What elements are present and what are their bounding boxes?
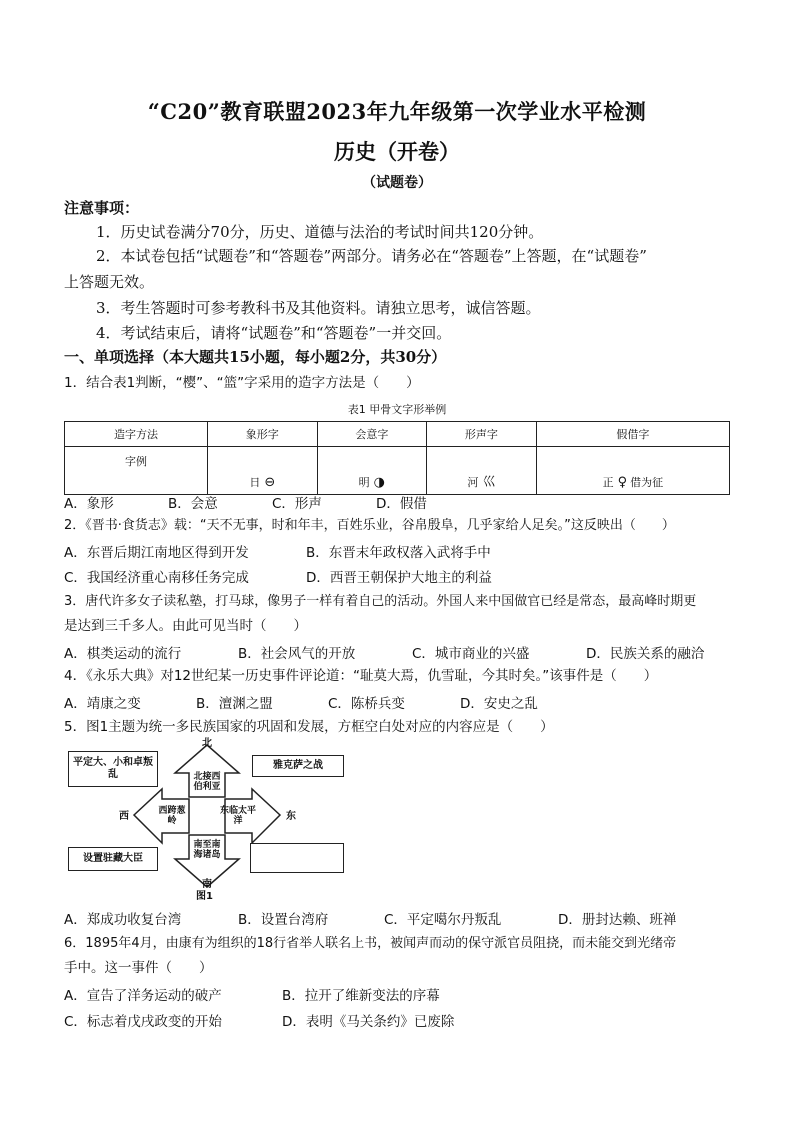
- box-northeast: 雅克萨之战: [252, 755, 344, 777]
- example-char: 明: [358, 476, 370, 489]
- arrow-east-text: 东临太平洋: [220, 806, 257, 826]
- note-item-2-cont: 上答题无效。: [64, 273, 155, 291]
- box-northwest: 平定大、小和卓叛乱: [68, 751, 158, 787]
- table1-caption: 表1 甲骨文字形举例: [347, 403, 447, 416]
- q5-stem: 5．图1主题为统一多民族国家的巩固和发展，方框空白处对应的内容应是（ ）: [64, 719, 554, 735]
- table1-cell: [317, 447, 427, 495]
- note-item-2: 2．本试卷包括“试题卷”和“答题卷”两部分。请务必在“答题卷”上答题，在“试题卷”: [96, 247, 647, 265]
- box-southeast-blank: [250, 843, 344, 873]
- q2-stem: 2．《晋书·食货志》载：“天不无事，时和年丰，百姓乐业，谷帛殷阜，几乎家给人足矣。”这反映出（ ）: [64, 518, 675, 533]
- q3-option-b: B．社会风气的开放: [238, 646, 356, 662]
- table1-row-label: 字例: [65, 447, 208, 495]
- q1-option-b: B．会意: [168, 496, 218, 512]
- figure1-diagram: [64, 737, 354, 902]
- q2-option-a: A．东晋后期江南地区得到开发: [64, 545, 249, 561]
- q4-option-b: B．澶渊之盟: [196, 696, 273, 712]
- q1-option-a: A．象形: [64, 496, 114, 512]
- q4-option-c: C．陈桥兵变: [328, 696, 405, 712]
- section-heading: 一、单项选择（本大题共15小题，每小题2分，共30分）: [64, 348, 447, 366]
- q4-option-a: A．靖康之变: [64, 696, 141, 712]
- q5-option-c: C．平定噶尔丹叛乱: [384, 912, 502, 928]
- figure1-caption: 图1: [196, 891, 213, 902]
- q6-stem-line2: 手中。这一事件（ ）: [64, 960, 213, 976]
- q6-option-b: B．拉开了维新变法的序幕: [282, 988, 440, 1004]
- q6-option-c: C．标志着戊戌政变的开始: [64, 1014, 222, 1030]
- example-char: 河: [467, 476, 479, 489]
- q6-stem-line1: 6．1895年4月，由康有为组织的18行省举人联名上书，被闻声而动的保守派官员阻挠，而未能交到光绪帝: [64, 936, 677, 951]
- q4-option-d: D．安史之乱: [460, 696, 538, 712]
- oracle-glyph-zheng: ♀: [617, 475, 628, 490]
- label-west: 西: [119, 811, 129, 822]
- oracle-glyph-bright: ◑: [373, 475, 385, 490]
- q2-option-b: B．东晋末年政权落入武将手中: [306, 545, 491, 561]
- label-east: 东: [286, 811, 296, 822]
- q1-option-d: D．假借: [376, 496, 427, 512]
- table1-header: 假借字: [536, 422, 729, 447]
- label-south: 南: [202, 879, 212, 890]
- q3-stem-line2: 是达到三千多人。由此可见当时（ ）: [64, 618, 307, 634]
- q2-option-c: C．我国经济重心南移任务完成: [64, 570, 249, 586]
- q1-option-c: C．形声: [272, 496, 322, 512]
- q3-option-d: D．民族关系的融洽: [586, 646, 705, 662]
- q3-option-a: A．棋类运动的流行: [64, 646, 182, 662]
- note-item-3: 3．考生答题时可参考教科书及其他资料。请独立思考，诚信答题。: [96, 299, 541, 317]
- example-char: 日: [249, 476, 261, 489]
- example-note: 借为征: [630, 476, 664, 489]
- arrow-south-text: 南至南海诸岛: [193, 840, 221, 860]
- table1-cell: [536, 447, 729, 495]
- table1-cell: [208, 447, 318, 495]
- notes-heading: 注意事项：: [64, 199, 140, 217]
- note-item-4: 4．考试结束后，请将“试题卷”和“答题卷”一并交回。: [96, 324, 452, 342]
- example-char: 正: [602, 476, 614, 489]
- q4-stem: 4．《永乐大典》对12世纪某一历史事件评论道：“耻莫大焉，仇雪耻，今其时矣。”该事件是（ ）: [64, 668, 658, 684]
- table1: [64, 421, 730, 495]
- table1-header: 象形字: [208, 422, 318, 447]
- table1-cell: [427, 447, 537, 495]
- table1-header: 造字方法: [65, 422, 208, 447]
- table1-header: 会意字: [317, 422, 427, 447]
- oracle-glyph-sun: ⊖: [264, 475, 276, 490]
- q3-stem-line1: 3．唐代许多女子读私塾，打马球，像男子一样有着自己的活动。外国人来中国做官已经是常态，最高峰时期更: [64, 594, 697, 609]
- arrow-north-text: 北接西伯利亚: [193, 772, 221, 792]
- q6-option-d: D．表明《马关条约》已废除: [282, 1014, 455, 1030]
- q5-option-a: A．郑成功收复台湾: [64, 912, 182, 928]
- arrow-west-text: 西跨葱岭: [158, 806, 186, 826]
- q5-option-d: D．册封达赖、班禅: [558, 912, 677, 928]
- exam-subtitle: 历史（开卷）: [334, 139, 460, 164]
- oracle-glyph-river: 巛: [482, 475, 496, 490]
- q3-option-c: C．城市商业的兴盛: [412, 646, 530, 662]
- note-item-1: 1．历史试卷满分70分，历史、道德与法治的考试时间共120分钟。: [96, 223, 544, 241]
- box-southwest: 设置驻藏大臣: [68, 847, 158, 871]
- q2-option-d: D．西晋王朝保护大地主的利益: [306, 570, 492, 586]
- exam-title: “C20”教育联盟2023年九年级第一次学业水平检测: [147, 99, 647, 124]
- label-north: 北: [202, 738, 212, 749]
- paper-label: （试题卷）: [362, 175, 432, 191]
- q1-stem: 1．结合表1判断，“樱”、“篮”字采用的造字方法是（ ）: [64, 375, 420, 391]
- q6-option-a: A．宣告了洋务运动的破产: [64, 988, 222, 1004]
- table1-header: 形声字: [427, 422, 537, 447]
- q5-option-b: B．设置台湾府: [238, 912, 329, 928]
